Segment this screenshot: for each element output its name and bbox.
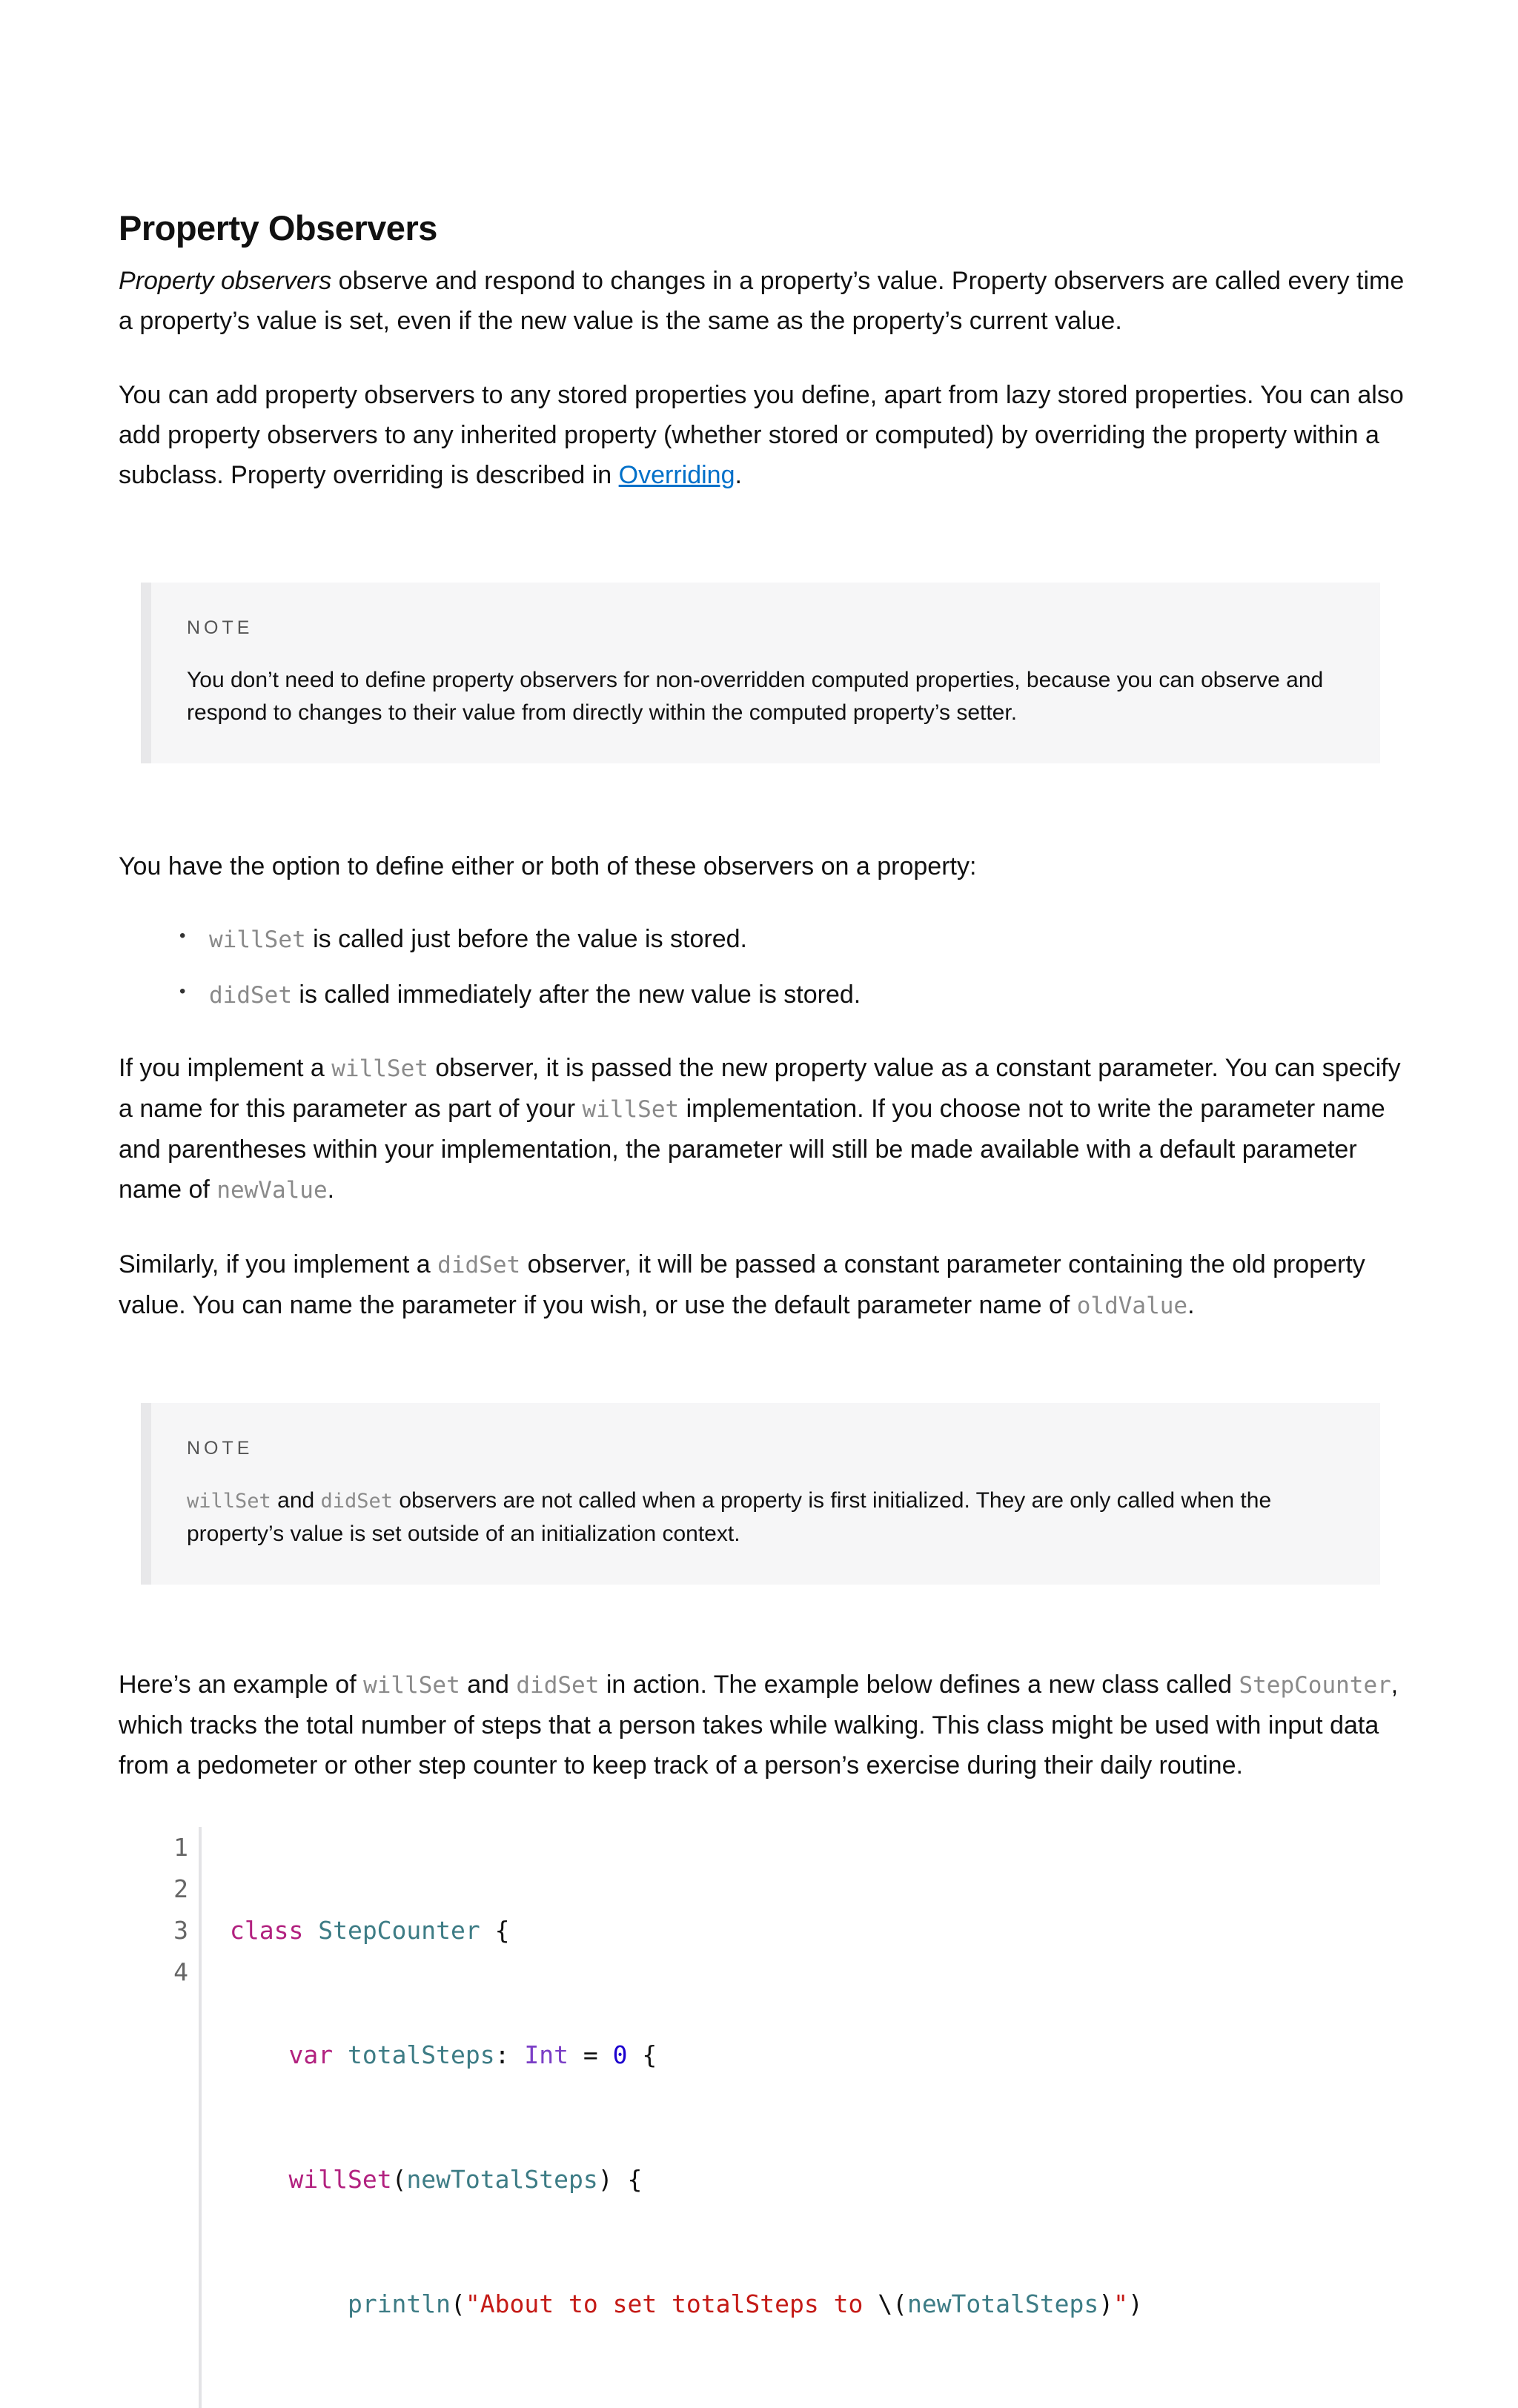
willset-paragraph: If you implement a willSet observer, it is passed the new property value as a constant parameter. You can specify a name for this parameter as part of your willSet implementation. If you choose not to write the parameter name and parentheses within your implementation, the parameter will still be made available with a default parameter name of newValue.	[119, 1054, 1401, 1204]
intro-paragraph: Property observers observe and respond to changes in a property’s value. Property observers are called every time a property’s value is set, even if the new value is the same as the property’s current value.	[119, 267, 1405, 335]
line-number: 2	[173, 1874, 188, 1903]
didset-paragraph: Similarly, if you implement a didSet observer, it will be passed a constant parameter containing the old property value. You can name the parameter if you wish, or use the default parameter name of oldValue.	[119, 1250, 1365, 1319]
line-number-gutter	[141, 1827, 202, 2408]
line-number: 4	[173, 1957, 188, 1986]
list-item: • willSet is called just before the value is stored.	[209, 919, 1408, 960]
list-item: • didSet is called immediately after the new value is stored.	[209, 975, 1408, 1015]
note-box	[141, 1403, 1380, 1585]
note-box	[141, 583, 1380, 763]
section-heading: Property Observers	[119, 208, 437, 248]
code-line: var totalSteps: Int = 0 {	[288, 2040, 657, 2069]
observer-list	[119, 919, 1408, 1015]
code-block	[141, 1827, 1408, 2408]
line-number: 3	[173, 1916, 188, 1945]
code-lines	[202, 1827, 1143, 2408]
observers-intro-paragraph: You have the option to define either or both of these observers on a property:	[119, 852, 977, 880]
note-title: NOTE	[187, 617, 253, 638]
note-title: NOTE	[187, 1438, 253, 1459]
bullet-icon: •	[179, 926, 186, 946]
code-line: println("About to set totalSteps to \(newTotalSteps)")	[347, 2289, 1143, 2318]
line-number: 1	[173, 1833, 188, 1862]
note-body: willSet and didSet observers are not called when a property is first initialized. They are only called when the property’s value is set outside of an initialization context.	[187, 1488, 1272, 1546]
code-line: class StepCounter {	[230, 1916, 510, 1945]
bullet-icon: •	[179, 981, 186, 1001]
code-line: willSet(newTotalSteps) {	[288, 2165, 643, 2194]
overriding-link[interactable]: Overriding	[618, 461, 735, 489]
example-paragraph: Here’s an example of willSet and didSet in action. The example below defines a new class called StepCounter, which tracks the total number of steps that a person takes while walking. This class might be used with input data from a pedometer or other step counter to keep track of a person’s exercise during their daily routine.	[119, 1671, 1399, 1780]
overriding-paragraph: You can add property observers to any stored properties you define, apart from lazy stored properties. You can also add property observers to any inherited property (whether stored or computed) by overriding the property within a subclass. Property overriding is described in Overriding.	[119, 381, 1404, 489]
document-page	[119, 206, 1408, 2408]
note-body: You don’t need to define property observers for non-overridden computed properties, because you can observe and respond to changes to their value from directly within the computed property’s setter.	[187, 668, 1324, 725]
term-emphasis: Property observers	[119, 267, 332, 295]
